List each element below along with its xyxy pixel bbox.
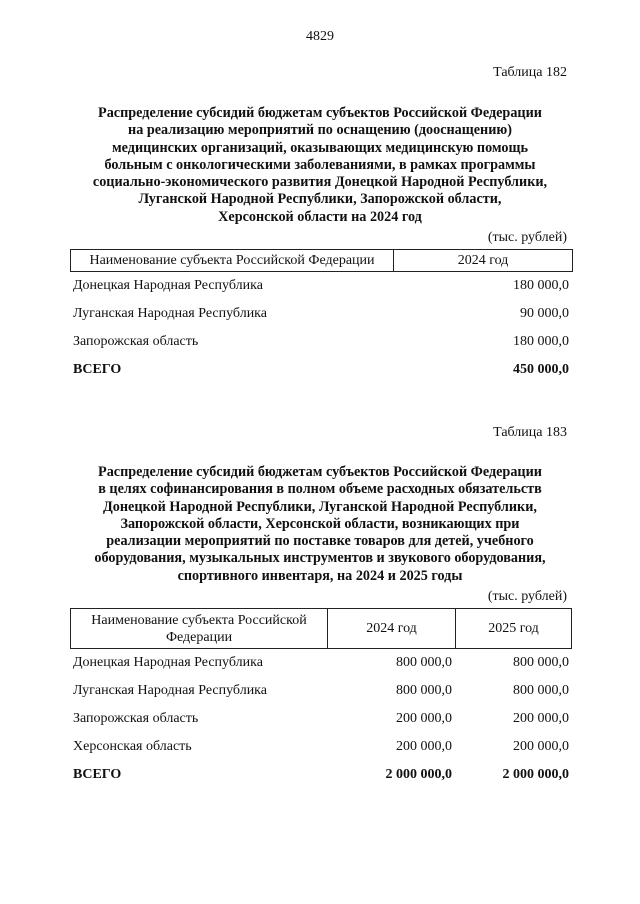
- title-line: Запорожской области, Херсонской области, возникающих при: [120, 515, 520, 532]
- table-header: [70, 249, 573, 272]
- value-2024: 200 000,0: [396, 711, 452, 726]
- table-row: [73, 655, 569, 675]
- table-row: [73, 278, 569, 298]
- title-line: медицинских организаций, оказывающих медицинскую помощь: [112, 139, 528, 156]
- value-2024: 90 000,0: [520, 306, 569, 321]
- region-name: Донецкая Народная Республика: [73, 278, 263, 293]
- table-row: [73, 306, 569, 326]
- column-header: Наименование субъекта Российской Федерации: [71, 250, 394, 272]
- total-label: ВСЕГО: [73, 767, 122, 782]
- units-label: (тыс. рублей): [487, 589, 567, 604]
- title-line: реализации мероприятий по поставке товаров для детей, учебного: [106, 533, 534, 550]
- column-header: 2025 год: [456, 609, 572, 649]
- title-line: Луганской Народной Республики, Запорожской области,: [138, 191, 502, 208]
- value-2024: 200 000,0: [396, 739, 452, 754]
- title-line: больным с онкологическими заболеваниями, в рамках программы: [104, 156, 536, 173]
- title-line: на реализацию мероприятий по оснащению (дооснащению): [128, 122, 512, 139]
- table-row: [73, 711, 569, 731]
- total-label: ВСЕГО: [73, 362, 122, 377]
- total-row: [73, 767, 569, 787]
- title-line: Херсонской области на 2024 год: [218, 208, 422, 225]
- region-name: Запорожская область: [73, 711, 199, 726]
- page-number: 4829: [306, 29, 334, 44]
- region-name: Луганская Народная Республика: [73, 306, 267, 321]
- value-2025: 200 000,0: [513, 711, 569, 726]
- table-title: [70, 464, 570, 585]
- region-name: Херсонская область: [73, 739, 192, 754]
- table-label: Таблица 182: [493, 65, 567, 80]
- value-2024: 180 000,0: [513, 334, 569, 349]
- value-2025: 800 000,0: [513, 683, 569, 698]
- region-name: Запорожская область: [73, 334, 199, 349]
- value-2025: 800 000,0: [513, 655, 569, 670]
- region-name: Донецкая Народная Республика: [73, 655, 263, 670]
- table-title: [70, 105, 570, 226]
- table-row: [73, 683, 569, 703]
- value-2024: 180 000,0: [513, 278, 569, 293]
- column-header: 2024 год: [394, 250, 573, 272]
- title-line: социально-экономического развития Донецкой Народной Республики,: [92, 174, 548, 191]
- title-line: спортивного инвентаря, на 2024 и 2025 годы: [177, 567, 463, 584]
- region-name: Луганская Народная Республика: [73, 683, 267, 698]
- total-value-2025: 2 000 000,0: [502, 767, 569, 782]
- table-row: [73, 739, 569, 759]
- units-label: (тыс. рублей): [487, 230, 567, 245]
- column-header: Наименование субъекта Российской Федерации: [71, 609, 328, 649]
- title-line: в целях софинансирования в полном объеме расходных обязательств: [98, 481, 542, 498]
- title-line: Донецкой Народной Республики, Луганской Народной Республики,: [103, 498, 537, 515]
- column-header: 2024 год: [328, 609, 456, 649]
- title-line: Распределение субсидий бюджетам субъектов Российской Федерации: [98, 464, 542, 480]
- title-line: оборудования, музыкальных инструментов и звукового оборудования,: [94, 550, 546, 567]
- table-label: Таблица 183: [493, 425, 567, 440]
- total-row: [73, 362, 569, 382]
- value-2025: 200 000,0: [513, 739, 569, 754]
- title-line: Распределение субсидий бюджетам субъектов Российской Федерации: [98, 105, 542, 121]
- value-2024: 800 000,0: [396, 655, 452, 670]
- value-2024: 800 000,0: [396, 683, 452, 698]
- total-value-2024: 2 000 000,0: [385, 767, 452, 782]
- table-row: [73, 334, 569, 354]
- total-value-2024: 450 000,0: [513, 362, 569, 377]
- table-header: [70, 608, 572, 649]
